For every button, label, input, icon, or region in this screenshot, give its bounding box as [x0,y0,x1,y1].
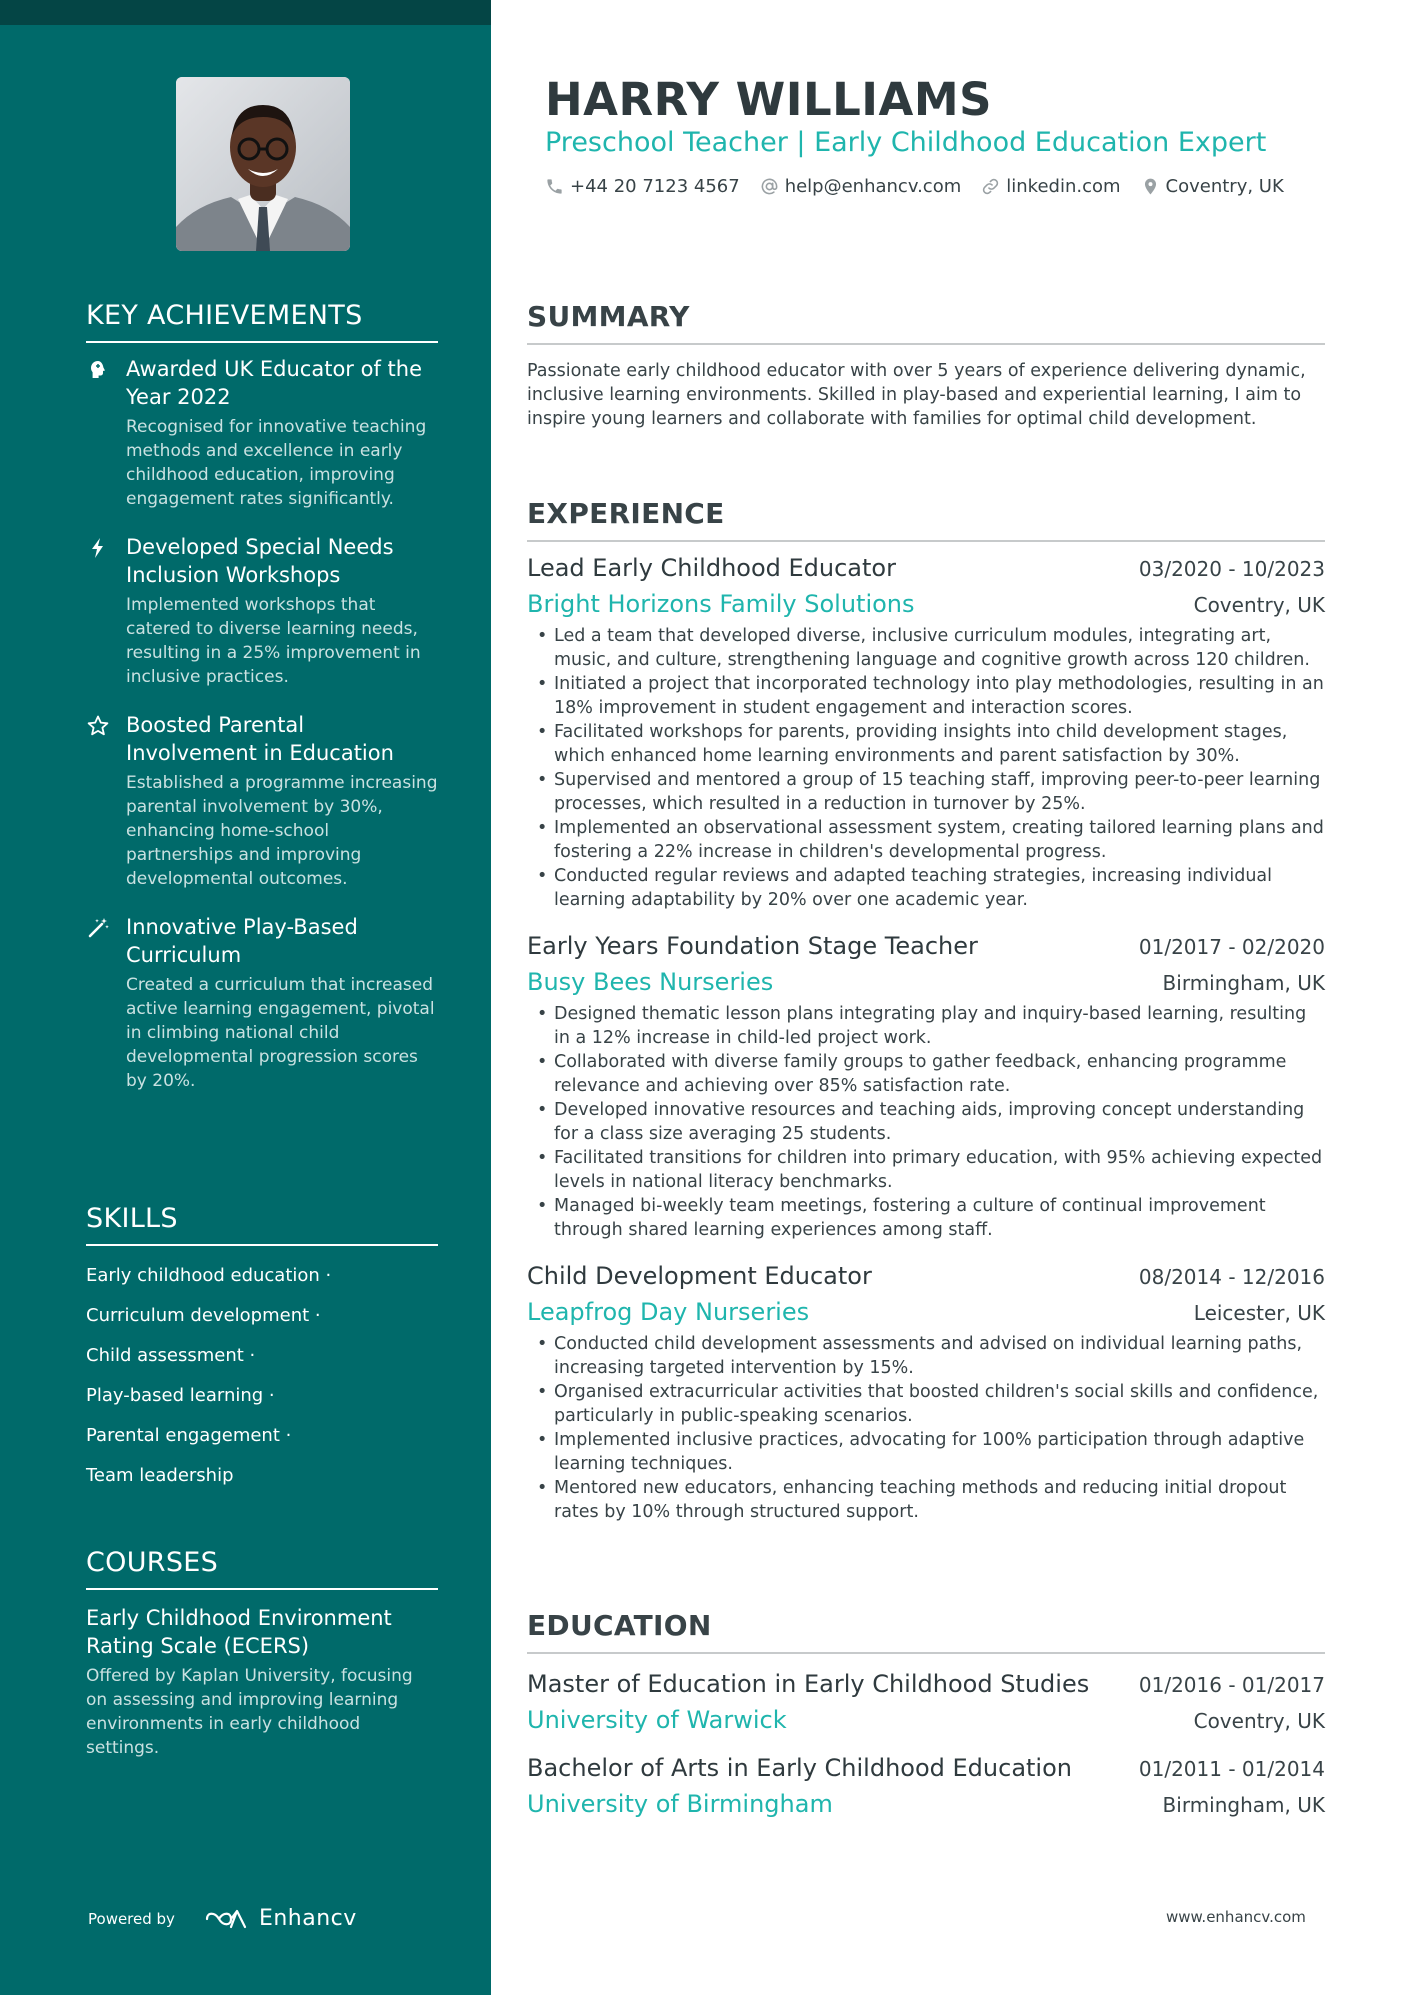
map-pin-icon [1141,177,1160,196]
job-entry [527,554,1325,912]
skill-item: Play-based learning · [86,1385,275,1406]
skill-item: Early childhood education · [86,1265,332,1286]
job-bullet: • Initiated a project that incorporated technology into play methodologies, resulting in an 18% improvement in student engagement and interaction scores. [527,672,1325,720]
contact-location [1141,176,1284,197]
education-entry [527,1670,1325,1734]
job-bullet: • Facilitated workshops for parents, providing insights into child development stages, which enhanced home learning environments and parent satisfaction by 30%. [527,720,1325,768]
bolt-icon [86,536,110,560]
job-bullet: • Conducted child development assessments and advised on individual learning paths, increasing targeted intervention by 15%. [527,1332,1325,1380]
education-entry [527,1754,1325,1818]
achievement-item [86,913,438,1093]
course-description: Offered by Kaplan University, focusing on assessing and improving learning environments in early childhood settings. [86,1666,413,1758]
achievement-title: Innovative Play-Based Curriculum [126,915,358,967]
footer-url[interactable]: www.enhancv.com [1166,1908,1306,1926]
achievement-title: Boosted Parental Involvement in Education [126,713,394,765]
summary-heading: SUMMARY [527,300,1325,345]
job-bullet: • Implemented inclusive practices, advocating for 100% participation through adaptive learning techniques. [527,1428,1325,1476]
job-dates: 01/2017 - 02/2020 [1138,935,1325,959]
achievement-description: Implemented workshops that catered to diverse learning needs, resulting in a 25% improvement in inclusive practices. [126,595,421,687]
job-entry [527,1262,1325,1524]
job-role: Lead Early Childhood Educator [527,554,896,582]
job-bullet: • Facilitated transitions for children into primary education, with 95% achieving expected levels in national literacy benchmarks. [527,1146,1325,1194]
summary-section [527,300,1325,431]
summary-text: Passionate early childhood educator with over 5 years of experience delivering dynamic, inclusive learning environments. Skilled in play-based and experiential learning, I aim to inspire young learners and collaborate with families for optimal child development. [527,361,1306,429]
experience-heading: EXPERIENCE [527,497,1325,542]
email-text: help@enhancv.com [784,176,962,197]
degree: Master of Education in Early Childhood Studies [527,1670,1090,1698]
job-role: Child Development Educator [527,1262,872,1290]
enhancv-mark-icon [203,1907,249,1931]
achievement-title: Developed Special Needs Inclusion Workshops [126,535,394,587]
job-location: Leicester, UK [1193,1301,1325,1325]
job-bullet: • Mentored new educators, enhancing teaching methods and reducing initial dropout rates by 10% through structured support. [527,1476,1325,1524]
school: University of Warwick [527,1706,787,1734]
linkedin-text: linkedin.com [1006,176,1121,197]
job-bullet: • Collaborated with diverse family groups to gather feedback, enhancing programme relevance and achieving over 85% satisfaction rate. [527,1050,1325,1098]
job-role: Early Years Foundation Stage Teacher [527,932,978,960]
skills-heading: SKILLS [86,1203,438,1246]
achievement-item [86,533,438,689]
achievement-description: Recognised for innovative teaching methods and excellence in early childhood education, improving engagement rates significantly. [126,417,427,509]
magic-wand-icon [86,916,110,940]
job-dates: 03/2020 - 10/2023 [1138,557,1325,581]
location-text: Coventry, UK [1165,176,1284,197]
job-company: Busy Bees Nurseries [527,968,774,996]
sidebar [0,0,491,1995]
powered-by-label: Powered by [88,1909,175,1928]
job-bullet: • Implemented an observational assessment system, creating tailored learning plans and fostering a 22% increase in children's developmental progress. [527,816,1325,864]
experience-section [527,497,1325,1524]
achievement-item [86,355,438,511]
job-company: Leapfrog Day Nurseries [527,1298,810,1326]
job-company: Bright Horizons Family Solutions [527,590,915,618]
courses-section [86,1547,438,1760]
brain-icon [86,358,110,382]
degree: Bachelor of Arts in Early Childhood Education [527,1754,1072,1782]
link-icon [981,177,1000,196]
skills-section [86,1203,438,1496]
contact-linkedin[interactable] [981,176,1120,197]
job-entry [527,932,1325,1242]
job-bullet: • Led a team that developed diverse, inclusive curriculum modules, integrating art, music, and culture, strengthening language and cognitive growth across 120 children. [527,624,1325,672]
profile-photo [176,77,350,251]
education-location: Birmingham, UK [1162,1793,1325,1817]
education-section [527,1609,1325,1818]
candidate-title: Preschool Teacher | Early Childhood Education Expert [545,127,1267,158]
contact-phone[interactable] [545,176,740,197]
course-title: Early Childhood Environment Rating Scale (ECERS) [86,1606,392,1658]
job-bullet: • Designed thematic lesson plans integrating play and inquiry-based learning, resulting in a 12% increase in child-led project work. [527,1002,1325,1050]
achievement-description: Created a curriculum that increased active learning engagement, pivotal in climbing national child developmental progression scores by 20%. [126,975,435,1091]
education-dates: 01/2016 - 01/2017 [1138,1673,1325,1697]
sidebar-top-bar [0,0,491,25]
school: University of Birmingham [527,1790,833,1818]
courses-heading: COURSES [86,1547,438,1590]
enhancv-brand-text: Enhancv [258,1906,357,1931]
job-location: Coventry, UK [1193,593,1325,617]
key-achievements-heading: KEY ACHIEVEMENTS [86,300,438,343]
key-achievements-section [86,300,438,1115]
achievement-title: Awarded UK Educator of the Year 2022 [126,357,422,409]
skill-item: Parental engagement · [86,1425,292,1446]
job-bullet: • Managed bi-weekly team meetings, fostering a culture of continual improvement through shared learning experiences among staff. [527,1194,1325,1242]
at-sign-icon [760,177,779,196]
phone-icon [545,177,564,196]
candidate-name: HARRY WILLIAMS [545,73,993,126]
job-bullet: • Organised extracurricular activities that boosted children's social skills and confidence, particularly in public-speaking scenarios. [527,1380,1325,1428]
education-location: Coventry, UK [1193,1709,1325,1733]
education-dates: 01/2011 - 01/2014 [1138,1757,1325,1781]
skill-item: Team leadership [86,1465,234,1486]
star-icon [86,714,110,738]
job-bullet: • Supervised and mentored a group of 15 teaching staff, improving peer-to-peer learning processes, which resulted in a reduction in turnover by 25%. [527,768,1325,816]
phone-text: +44 20 7123 4567 [570,176,740,197]
job-bullet: • Developed innovative resources and teaching aids, improving concept understanding for a class size averaging 25 students. [527,1098,1325,1146]
skill-item: Curriculum development · [86,1305,321,1326]
job-bullet: • Conducted regular reviews and adapted teaching strategies, increasing individual learning adaptability by 20% over one academic year. [527,864,1325,912]
enhancv-logo[interactable] [203,1906,357,1931]
job-dates: 08/2014 - 12/2016 [1138,1265,1325,1289]
contact-email[interactable] [760,176,962,197]
powered-by [88,1906,357,1931]
education-heading: EDUCATION [527,1609,1325,1654]
achievement-description: Established a programme increasing parental involvement by 30%, enhancing home-school partnerships and improving developmental outcomes. [126,773,438,889]
achievement-item [86,711,438,891]
job-location: Birmingham, UK [1162,971,1325,995]
skill-item: Child assessment · [86,1345,256,1366]
contact-row [545,176,1304,197]
